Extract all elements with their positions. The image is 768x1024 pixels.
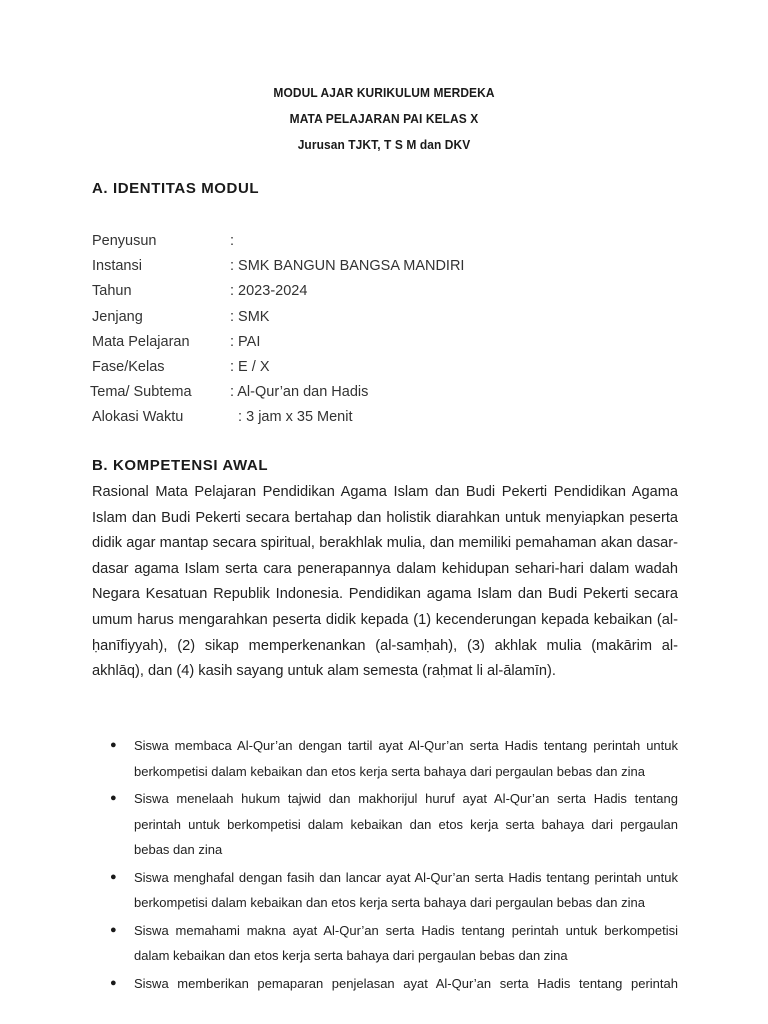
identity-value: : 3 jam x 35 Menit xyxy=(230,409,353,426)
identity-label: Alokasi Waktu xyxy=(92,409,184,426)
identity-value: : 2023-2024 xyxy=(230,283,308,300)
list-item-text: Siswa memahami makna ayat Al-Qur’an serta Hadis tentang perintah untuk berkompetisi dalam kebaikan dan etos kerja serta bahaya dari pergaulan bebas dan zina xyxy=(134,922,678,963)
document-title-block xyxy=(0,80,768,158)
bullet-icon: ● xyxy=(110,923,117,936)
identity-label: Jenjang xyxy=(92,308,143,325)
list-item xyxy=(92,733,678,784)
identity-row-alokasi-waktu xyxy=(92,405,692,430)
list-item-text: Siswa memberikan pemaparan penjelasan ayat Al-Qur’an serta Hadis tentang perintah xyxy=(134,975,678,991)
identity-label: Instansi xyxy=(92,258,142,275)
identity-value: : SMK xyxy=(230,308,270,325)
identity-label: Mata Pelajaran xyxy=(92,333,190,350)
identity-row-instansi xyxy=(92,254,692,279)
document-title-line-3: Jurusan TJKT, T S M dan DKV xyxy=(297,137,471,152)
bullet-icon: ● xyxy=(110,976,117,989)
list-item-text: Siswa menghafal dengan fasih dan lancar ayat Al-Qur’an serta Hadis tentang perintah untuk berkompetisi dalam kebaikan dan etos kerja serta bahaya dari pergaulan bebas dan zina xyxy=(134,869,678,910)
list-item xyxy=(92,865,678,916)
list-item xyxy=(92,786,678,863)
list-item xyxy=(92,918,678,969)
identity-row-penyusun xyxy=(92,229,692,254)
identity-row-jenjang xyxy=(92,305,692,330)
document-title-line-2: MATA PELAJARAN PAI KELAS X xyxy=(289,111,479,126)
list-item xyxy=(92,971,678,997)
identity-label: Penyusun xyxy=(92,233,157,249)
section-heading-kompetensi: B. KOMPETENSI AWAL xyxy=(92,457,269,474)
identity-value: : xyxy=(230,233,235,249)
list-item-text: Siswa menelaah hukum tajwid dan makhorijul huruf ayat Al-Qur’an serta Hadis tentang perintah untuk berkompetisi dalam kebaikan dan etos kerja serta bahaya dari pergaulan bebas dan zina xyxy=(134,791,678,857)
identity-row-fase-kelas xyxy=(92,355,692,380)
list-item-text: Siswa membaca Al-Qur’an dengan tartil ayat Al-Qur’an serta Hadis tentang perintah untuk berkompetisi dalam kebaikan dan etos kerja serta bahaya dari pergaulan bebas dan zina xyxy=(134,738,678,779)
kompetensi-paragraph: Rasional Mata Pelajaran Pendidikan Agama Islam dan Budi Pekerti Pendidikan Agama Islam dan Budi Pekerti secara bertahap dan holistik diarahkan untuk menyiapkan peserta didik agar mantap secara spiritual, berakhlak mulia, dan memiliki pemahaman akan dasar-dasar agama Islam serta cara penerapannya dalam kehidupan sehari-hari dalam wadah Negara Kesatuan Republik Indonesia. Pendidikan agama Islam dan Budi Pekerti secara umum harus mengarahkan peserta didik kepada (1) kecenderungan kepada kebaikan (al-ḥanīfiyyah), (2) sikap memperkenankan (al-samḥah), (3) akhlak mulia (makārim al-akhlāq), dan (4) kasih sayang untuk alam semesta (raḥmat li al-ālamīn). xyxy=(92,484,678,680)
section-heading-identitas: A. IDENTITAS MODUL xyxy=(92,180,260,197)
identity-value: : PAI xyxy=(230,333,261,350)
identity-label: Tahun xyxy=(92,283,132,300)
document-title-line-1: MODUL AJAR KURIKULUM MERDEKA xyxy=(273,85,495,100)
bullet-icon: ● xyxy=(110,870,117,883)
identity-value: : E / X xyxy=(230,358,270,375)
identity-row-mata-pelajaran xyxy=(92,330,692,355)
identity-label: Fase/Kelas xyxy=(92,358,165,375)
identity-value: : Al-Qur’an dan Hadis xyxy=(230,384,369,401)
identity-label: Tema/ Subtema xyxy=(90,384,192,401)
identity-row-tema xyxy=(92,380,692,405)
bullet-icon: ● xyxy=(110,739,117,751)
bullet-icon: ● xyxy=(110,792,117,804)
identity-table xyxy=(92,229,692,431)
identity-value: : SMK BANGUN BANGSA MANDIRI xyxy=(230,258,465,275)
identity-row-tahun xyxy=(92,279,692,304)
kompetensi-bullet-list xyxy=(92,733,678,999)
